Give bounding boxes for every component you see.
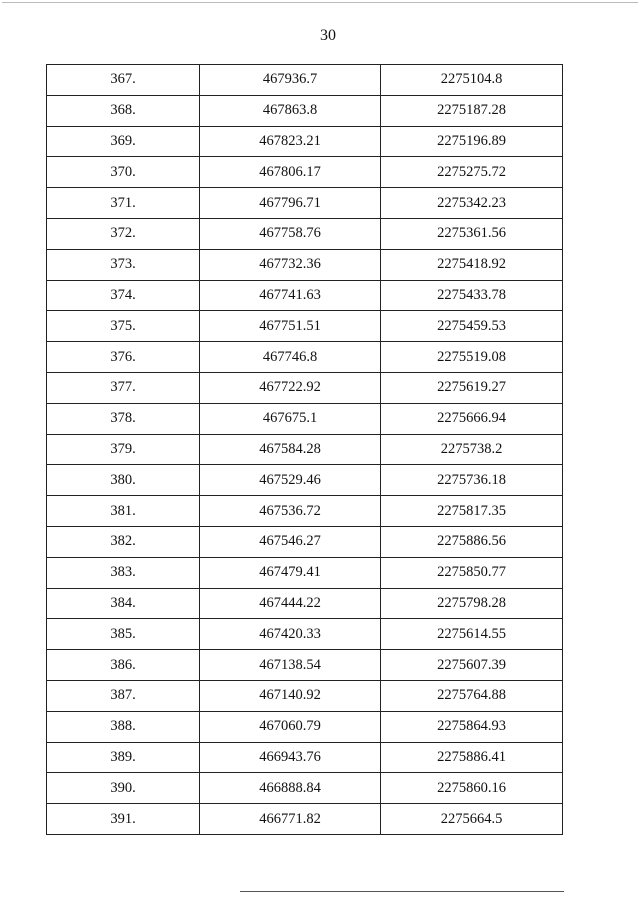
point-number-cell: 376. xyxy=(47,342,200,373)
point-number-cell: 386. xyxy=(47,650,200,681)
bottom-rule xyxy=(240,891,564,892)
page-number: 30 xyxy=(320,27,336,44)
x-coordinate-cell: 467675.1 xyxy=(200,403,381,434)
x-coordinate-cell: 467751.51 xyxy=(200,311,381,342)
x-coordinate-cell: 467823.21 xyxy=(200,126,381,157)
x-coordinate-cell: 467060.79 xyxy=(200,711,381,742)
table-row xyxy=(47,434,563,465)
x-coordinate-cell: 467138.54 xyxy=(200,650,381,681)
table-row xyxy=(47,342,563,373)
point-number-cell: 389. xyxy=(47,742,200,773)
coordinates-table xyxy=(46,64,563,835)
y-coordinate-cell: 2275798.28 xyxy=(381,588,563,619)
table-row xyxy=(47,465,563,496)
x-coordinate-cell: 467722.92 xyxy=(200,372,381,403)
coordinates-table-body xyxy=(47,65,563,835)
point-number-cell: 370. xyxy=(47,157,200,188)
table-row xyxy=(47,372,563,403)
y-coordinate-cell: 2275850.77 xyxy=(381,557,563,588)
point-number-cell: 385. xyxy=(47,619,200,650)
y-coordinate-cell: 2275614.55 xyxy=(381,619,563,650)
table-row xyxy=(47,218,563,249)
table-row xyxy=(47,804,563,835)
y-coordinate-cell: 2275619.27 xyxy=(381,372,563,403)
y-coordinate-cell: 2275275.72 xyxy=(381,157,563,188)
point-number-cell: 369. xyxy=(47,126,200,157)
point-number-cell: 387. xyxy=(47,680,200,711)
y-coordinate-cell: 2275459.53 xyxy=(381,311,563,342)
table-row xyxy=(47,188,563,219)
table-row xyxy=(47,742,563,773)
point-number-cell: 368. xyxy=(47,95,200,126)
y-coordinate-cell: 2275886.56 xyxy=(381,526,563,557)
point-number-cell: 381. xyxy=(47,496,200,527)
x-coordinate-cell: 467444.22 xyxy=(200,588,381,619)
y-coordinate-cell: 2275607.39 xyxy=(381,650,563,681)
table-row xyxy=(47,588,563,619)
table-row xyxy=(47,126,563,157)
y-coordinate-cell: 2275860.16 xyxy=(381,773,563,804)
table-row xyxy=(47,773,563,804)
table-row xyxy=(47,249,563,280)
table-row xyxy=(47,65,563,96)
table-row xyxy=(47,157,563,188)
x-coordinate-cell: 467479.41 xyxy=(200,557,381,588)
table-row xyxy=(47,711,563,742)
table-row xyxy=(47,496,563,527)
x-coordinate-cell: 467546.27 xyxy=(200,526,381,557)
x-coordinate-cell: 467806.17 xyxy=(200,157,381,188)
y-coordinate-cell: 2275666.94 xyxy=(381,403,563,434)
x-coordinate-cell: 467746.8 xyxy=(200,342,381,373)
table-row xyxy=(47,95,563,126)
y-coordinate-cell: 2275736.18 xyxy=(381,465,563,496)
x-coordinate-cell: 467863.8 xyxy=(200,95,381,126)
table-row xyxy=(47,557,563,588)
point-number-cell: 382. xyxy=(47,526,200,557)
table-row xyxy=(47,619,563,650)
point-number-cell: 371. xyxy=(47,188,200,219)
y-coordinate-cell: 2275738.2 xyxy=(381,434,563,465)
point-number-cell: 367. xyxy=(47,65,200,96)
y-coordinate-cell: 2275342.23 xyxy=(381,188,563,219)
x-coordinate-cell: 466943.76 xyxy=(200,742,381,773)
point-number-cell: 390. xyxy=(47,773,200,804)
x-coordinate-cell: 467732.36 xyxy=(200,249,381,280)
y-coordinate-cell: 2275418.92 xyxy=(381,249,563,280)
x-coordinate-cell: 467140.92 xyxy=(200,680,381,711)
point-number-cell: 372. xyxy=(47,218,200,249)
x-coordinate-cell: 467796.71 xyxy=(200,188,381,219)
x-coordinate-cell: 466771.82 xyxy=(200,804,381,835)
point-number-cell: 388. xyxy=(47,711,200,742)
y-coordinate-cell: 2275817.35 xyxy=(381,496,563,527)
point-number-cell: 379. xyxy=(47,434,200,465)
x-coordinate-cell: 467536.72 xyxy=(200,496,381,527)
y-coordinate-cell: 2275187.28 xyxy=(381,95,563,126)
table-row xyxy=(47,311,563,342)
point-number-cell: 374. xyxy=(47,280,200,311)
point-number-cell: 384. xyxy=(47,588,200,619)
table-row xyxy=(47,280,563,311)
y-coordinate-cell: 2275664.5 xyxy=(381,804,563,835)
table-row xyxy=(47,680,563,711)
x-coordinate-cell: 467529.46 xyxy=(200,465,381,496)
x-coordinate-cell: 467936.7 xyxy=(200,65,381,96)
y-coordinate-cell: 2275764.88 xyxy=(381,680,563,711)
point-number-cell: 375. xyxy=(47,311,200,342)
scan-top-edge xyxy=(2,2,638,3)
y-coordinate-cell: 2275886.41 xyxy=(381,742,563,773)
point-number-cell: 380. xyxy=(47,465,200,496)
table-row xyxy=(47,403,563,434)
y-coordinate-cell: 2275361.56 xyxy=(381,218,563,249)
x-coordinate-cell: 467758.76 xyxy=(200,218,381,249)
y-coordinate-cell: 2275433.78 xyxy=(381,280,563,311)
table-row xyxy=(47,526,563,557)
x-coordinate-cell: 467584.28 xyxy=(200,434,381,465)
point-number-cell: 377. xyxy=(47,372,200,403)
point-number-cell: 378. xyxy=(47,403,200,434)
point-number-cell: 383. xyxy=(47,557,200,588)
x-coordinate-cell: 467420.33 xyxy=(200,619,381,650)
y-coordinate-cell: 2275519.08 xyxy=(381,342,563,373)
y-coordinate-cell: 2275104.8 xyxy=(381,65,563,96)
y-coordinate-cell: 2275864.93 xyxy=(381,711,563,742)
table-row xyxy=(47,650,563,681)
y-coordinate-cell: 2275196.89 xyxy=(381,126,563,157)
x-coordinate-cell: 467741.63 xyxy=(200,280,381,311)
point-number-cell: 391. xyxy=(47,804,200,835)
point-number-cell: 373. xyxy=(47,249,200,280)
x-coordinate-cell: 466888.84 xyxy=(200,773,381,804)
